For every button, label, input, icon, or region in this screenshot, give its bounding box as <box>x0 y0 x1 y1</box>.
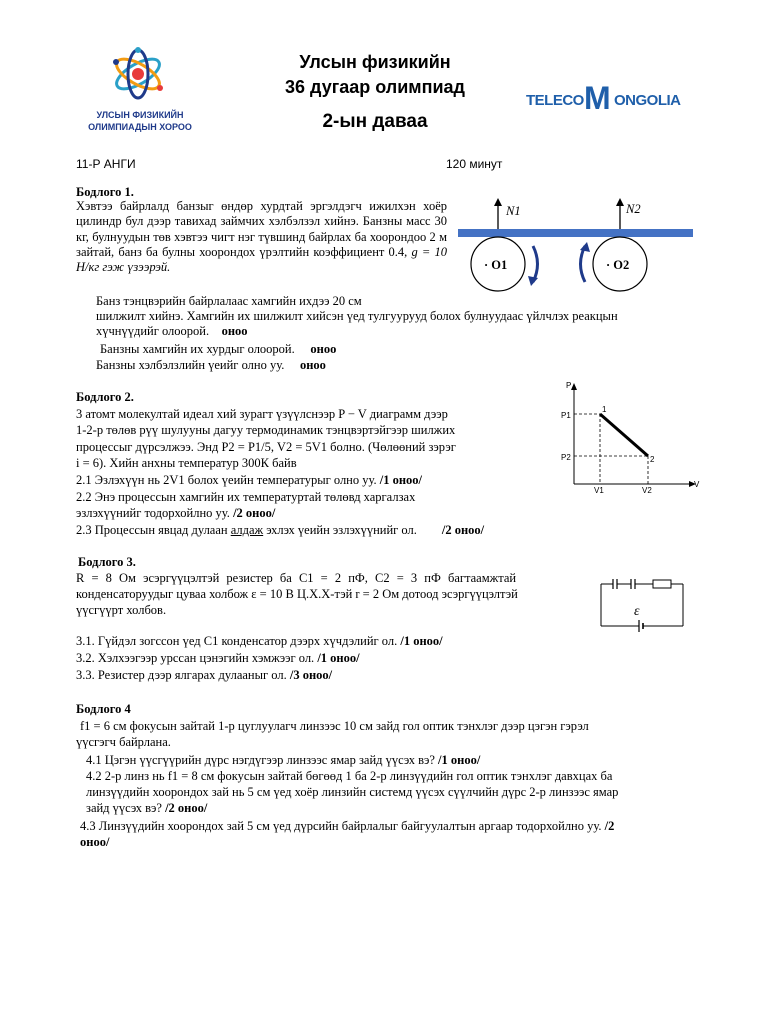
problem4-title: Бодлого 4 <box>76 702 131 716</box>
problem2-q3: 2.3 Процессын явцад дулаан алдаж эхлэх үеийн эзлэхүүнийг ол. /2 оноо/ <box>76 523 485 537</box>
pv-point2-label: 2 <box>650 455 655 464</box>
problem2-line2: 1-2-р төлөв рүү шулууны дагуу термодинамик тэнцвэртэйгээр шилжих <box>76 423 456 437</box>
circuit-figure <box>597 576 687 632</box>
pv-v1-label: V1 <box>594 486 604 495</box>
problem3-line3: үүсгүүрт холбов. <box>76 603 167 617</box>
problem2-title: Бодлого 2. <box>76 390 134 404</box>
pv-p1-label: P1 <box>561 411 571 420</box>
problem4-q2-line3: зайд үүсэх вэ? /2 оноо/ <box>86 801 208 815</box>
fig1-o2-label: · O2 <box>606 258 630 272</box>
circuit-emf-label: ε <box>634 604 640 619</box>
problem2-line3: процессыг дүрсэлжээ. Энд P2 = P1/5, V2 = 5V1 болно. (Чөлөөний зэрэг <box>76 440 456 454</box>
pv-point1-label: 1 <box>602 405 607 414</box>
page-title-line1: Улсын физикийн <box>299 52 451 72</box>
problem3-line1: R = 8 Ом эсэргүүцэлтэй резистер ба C1 = 2 пФ, C2 = 3 пФ багтаамжтай <box>76 571 517 585</box>
problem1-figure <box>456 196 696 296</box>
problem2-line1: 3 атомт молекултай идеал хий зурагт үзүүлснээр P − V диаграмм дээр <box>76 407 448 421</box>
telecom-mongolia-logo <box>526 82 696 122</box>
problem2-line4: i = 6). Хийн анхны температур 300К байв <box>76 456 297 470</box>
problem3-line2: конденсаторуудыг цуваа холбож ε = 10 В Ц.Х.Х-тэй r = 2 Ом дотоод эсэргүүцэлтэй <box>76 587 518 601</box>
atom-logo-icon <box>78 44 218 114</box>
problem1-text: Хэвтээ байрлалд банзыг өндөр хурдтай эргэлдэгч ижилхэн хоёр цилиндр бул дээр тавихад займчих хэлбэлзэл хийнэ. Банзны масс 30 кг, булнуудын төв хэвтээ чигт нэг түвшинд байрлах ба хоорондоо 2 м зайтай, банз ба булны хоорондох үрэлтийн коэффициент 0.4, g = 10 Н/кг гэж үзээрэй. <box>76 199 448 275</box>
problem2-q2-line2: эзлэхүүнийг тодорхойлно уу. /2 оноо/ <box>76 506 276 520</box>
fig1-n2-label: N2 <box>626 202 641 216</box>
problem1-q3: Банзны хэлбэлзлийн үеийг олно уу. оноо <box>96 358 326 372</box>
problem4-q2-line2: линзүүдийн хоорондох зай нь 5 см үед хоёр линзийн системд үүсэх сүүлчийн дүрс 2-р линзээс ямар <box>86 785 619 799</box>
problem1-q1-line3: хүчнүүдийг олоорой. оноо <box>96 324 248 338</box>
problem4-q2-line1: 4.2 2-р линз нь f1 = 8 см фокусын зайтай бөгөөд 1 ба 2-р линзүүдийн гол оптик тэнхлэг давхцах ба <box>86 769 613 783</box>
page-title-line3: 2-ын даваа <box>322 111 428 132</box>
problem3-q3: 3.3. Резистер дээр ялгарах дулааныг ол. /3 оноо/ <box>76 668 333 682</box>
problem1-q1-line1: Банз тэнцвэрийн байрлалаас хамгийн ихдээ 20 см <box>96 294 362 308</box>
problem4-q3-line1: 4.3 Линзүүдийн хоорондох зай 5 см үед дүрсийн байрлалыг байгуулалтын аргаар тодорхойлно уу. /2 <box>80 819 615 833</box>
logo-text-line2: ОЛИМПИАДЫН ХОРОО <box>88 122 192 132</box>
problem4-line2: үүсгэгч байрлана. <box>76 735 171 749</box>
sponsor-logo-m: M <box>584 80 611 116</box>
olympiad-committee-logo <box>78 44 218 136</box>
sponsor-logo-left: TELECO <box>526 92 584 109</box>
problem4-q3-line2: оноо/ <box>80 835 110 849</box>
fig1-o1-label: · O1 <box>484 258 508 272</box>
problem1-title: Бодлого 1. <box>76 185 134 199</box>
problem1-q2: Банзны хамгийн их хурдыг олоорой. оноо <box>100 342 337 356</box>
fig1-n1-label: N1 <box>506 204 521 218</box>
pv-p2-label: P2 <box>561 453 571 462</box>
pv-diagram <box>560 380 700 500</box>
pv-v-axis-label: V <box>694 480 700 489</box>
time-label: 120 минут <box>446 157 503 171</box>
grade-label: 11-Р АНГИ <box>76 157 136 171</box>
sponsor-logo-right: ONGOLIA <box>614 92 681 109</box>
problem4-line1: f1 = 6 см фокусын зайтай 1-р цуглуулагч линзээс 10 см зайд гол оптик тэнхлэг дээр цэгэн гэрэл <box>80 719 589 733</box>
logo-text-line1: УЛСЫН ФИЗИКИЙН <box>96 110 184 120</box>
page-title-line2: 36 дугаар олимпиад <box>285 77 465 97</box>
pv-v2-label: V2 <box>642 486 652 495</box>
problem4-q1: 4.1 Цэгэн үүсгүүрийн дүрс нэгдүгээр линзээс ямар зайд үүсэх вэ? /1 оноо/ <box>86 753 481 767</box>
problem2-q1: 2.1 Эзлэхүүн нь 2V1 болох үеийн температурыг олно уу. /1 оноо/ <box>76 473 423 487</box>
problem1-q1-line2: шилжилт хийнэ. Хамгийн их шилжилт хийсэн үед тулгуурууд болох булнуудаас үйлчлэх реакцын <box>96 309 618 323</box>
problem3-q1: 3.1. Гүйдэл зогссон үед C1 конденсатор дээрх хүчдэлийг ол. /1 оноо/ <box>76 634 443 648</box>
problem3-q2: 3.2. Хэлхээгээр урссан цэнэгийн хэмжээг ол. /1 оноо/ <box>76 651 360 665</box>
pv-p-axis-label: P <box>566 381 572 390</box>
problem3-title: Бодлого 3. <box>78 555 136 569</box>
problem2-q2-line1: 2.2 Энэ процессын хамгийн их температуртай төлөвд харгалзах <box>76 490 416 504</box>
